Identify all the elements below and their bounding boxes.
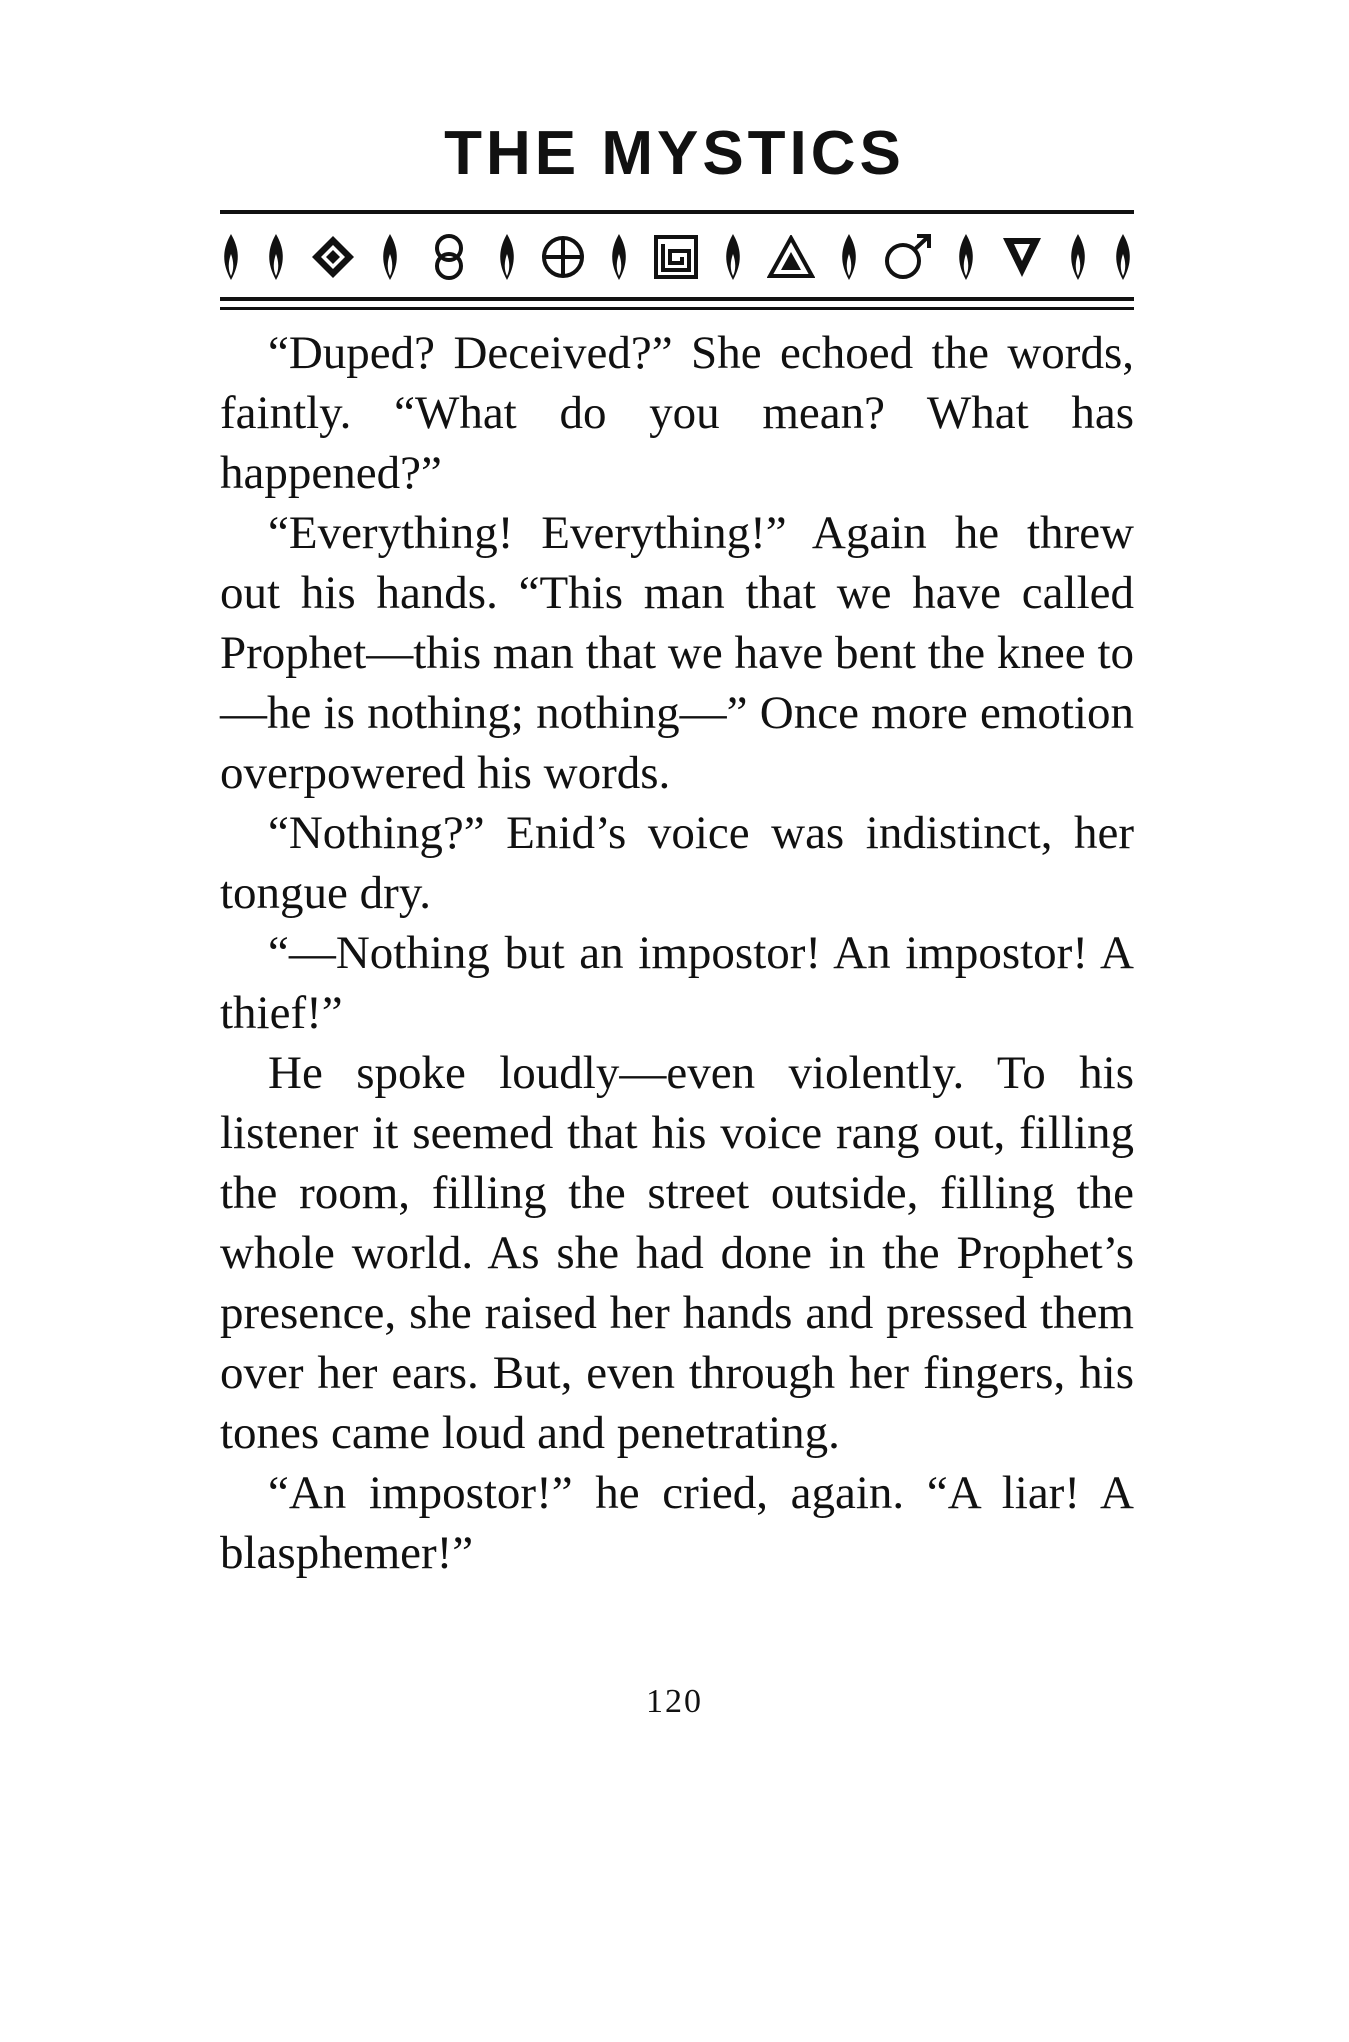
page-number: 120: [646, 1683, 703, 1720]
infinity-knot-icon: [424, 232, 474, 282]
flame-icon: [1112, 232, 1134, 282]
flame-icon: [220, 232, 242, 282]
ornament-band: [220, 224, 1134, 290]
paragraph: “An impostor!” he cried, again. “A liar! A blasphemer!”: [220, 1467, 1134, 1579]
flame-icon: [955, 232, 977, 282]
flame-icon: [722, 232, 744, 282]
paragraph: “Nothing?” Enid’s voice was indistinct, her tongue dry.: [220, 807, 1134, 919]
header-rule-bottom-2: [220, 307, 1134, 310]
running-title: THE MYSTICS: [444, 119, 905, 188]
triangle-icon: [767, 235, 815, 279]
paragraph: “—Nothing but an impostor! An impostor! A thief!”: [220, 927, 1134, 1039]
mars-symbol-icon: [883, 233, 933, 281]
paragraph: He spoke loudly—even violently. To his listener it seemed that his voice rang out, filling the room, filling the street outside, filling the whole world. As she had done in the Prophet’s presence, she raised her hands and pressed them over her ears. But, even through her fingers, his tones came loud and penetrating.: [220, 1047, 1134, 1459]
flame-icon: [608, 232, 630, 282]
diamond-icon: [310, 234, 356, 280]
header-rule-top: [220, 210, 1134, 214]
body-text: [220, 323, 1134, 1583]
flame-icon: [265, 232, 287, 282]
shield-icon: [1000, 234, 1044, 280]
flame-icon: [1067, 232, 1089, 282]
paragraph: “Duped? Deceived?” She echoed the words, faintly. “What do you mean? What has happened?”: [220, 327, 1134, 499]
fret-square-icon: [653, 234, 699, 280]
flame-icon: [838, 232, 860, 282]
circle-cross-icon: [541, 235, 585, 279]
flame-icon: [379, 232, 401, 282]
flame-icon: [496, 232, 518, 282]
header-rule-bottom-1: [220, 297, 1134, 301]
paragraph: “Everything! Everything!” Again he threw out his hands. “This man that we have called Prophet—this man that we have bent the knee to—he is nothing; nothing—” Once more emotion overpowered his words.: [220, 507, 1134, 799]
